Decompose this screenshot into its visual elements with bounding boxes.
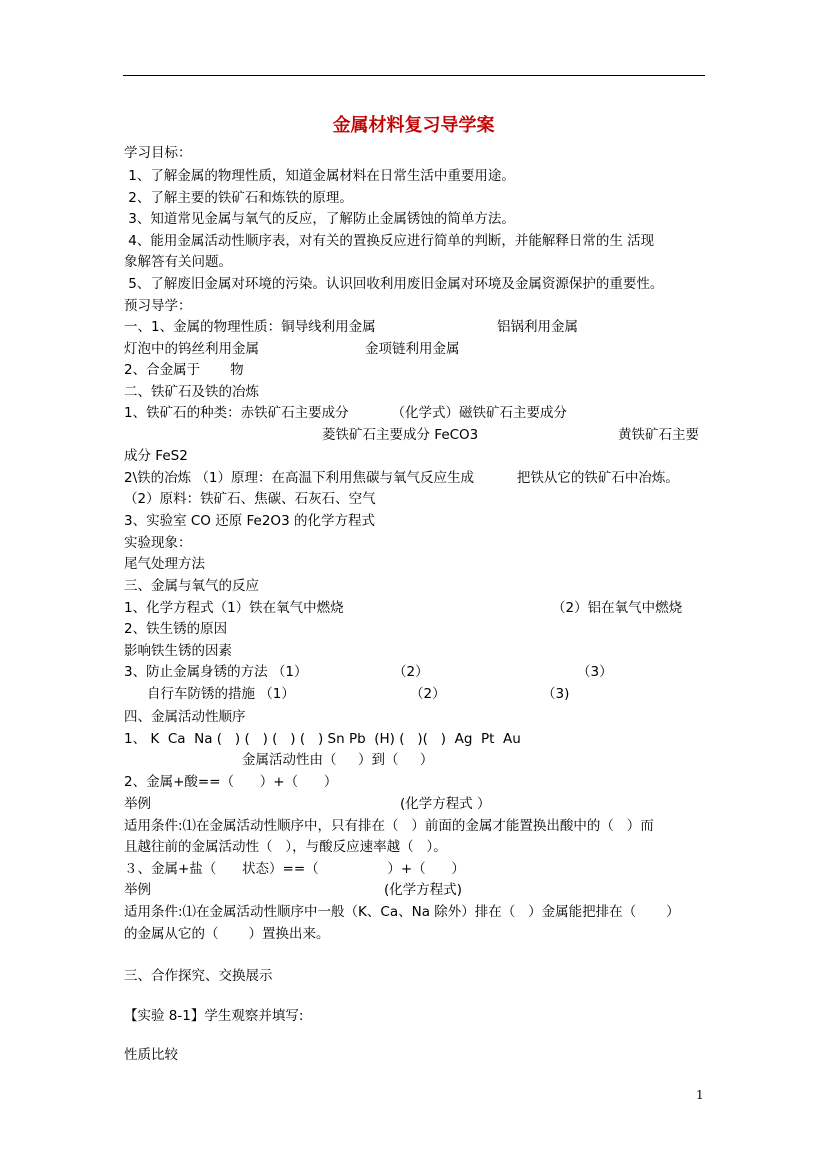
text-line: （3） bbox=[577, 664, 613, 680]
text-line: 2、金属+酸==（ ）+（ ） bbox=[124, 774, 338, 790]
text-line: 自行车防锈的措施 （1） bbox=[147, 686, 295, 702]
text-line: 且越往前的金属活动性（ ），与酸反应速率越（ ）。 bbox=[124, 839, 447, 855]
text-line: 3、防止金属身锈的方法 （1） bbox=[124, 664, 308, 680]
text-line: 二、铁矿石及铁的冶炼 bbox=[124, 384, 259, 400]
text-line: （3) bbox=[542, 686, 570, 702]
text-line: （2）铝在氧气中燃烧 bbox=[552, 600, 683, 616]
text-line: （2）原料：铁矿石、焦碳、石灰石、空气 bbox=[124, 491, 376, 507]
text-line: ３、金属+盐（ 状态）==（ ）+（ ） bbox=[124, 861, 465, 877]
text-line: 4、能用金属活动性顺序表，对有关的置换反应进行简单的判断，并能解释日常的生 活现 bbox=[124, 233, 655, 249]
text-line: 性质比较 bbox=[124, 1047, 178, 1063]
text-line: 举例 bbox=[124, 796, 151, 812]
text-line: 影响铁生锈的因素 bbox=[124, 643, 232, 659]
text-line: 2、合金属于 物 bbox=[124, 362, 244, 378]
text-line: 学习目标： bbox=[124, 145, 192, 161]
text-line: 三、合作探究、交换展示 bbox=[124, 968, 273, 984]
text-line: 1、 K Ca Na ( ) ( ) ( ) ( ) Sn Pb (H) ( )( ) Ag Pt Au bbox=[124, 731, 521, 747]
text-line: 菱铁矿石主要成分 FeCO3 bbox=[322, 427, 479, 443]
text-line: 适用条件:⑴在金属活动性顺序中，只有排在（ ）前面的金属才能置换出酸中的（ ）而 bbox=[124, 818, 654, 834]
text-line: 预习导学： bbox=[124, 298, 192, 314]
text-line: 铝锅利用金属 bbox=[497, 319, 578, 335]
text-line: 1、了解金属的物理性质，知道金属材料在日常生活中重要用途。 bbox=[124, 168, 515, 184]
text-line: 成分 FeS2 bbox=[124, 448, 188, 464]
text-line: 1、铁矿石的种类：赤铁矿石主要成分 （化学式）磁铁矿石主要成分 bbox=[124, 405, 568, 421]
text-line: 的金属从它的（ ）置换出来。 bbox=[124, 926, 330, 942]
text-line: 灯泡中的钨丝利用金属 bbox=[124, 341, 259, 357]
text-line: （2） bbox=[393, 664, 429, 680]
header-rule bbox=[123, 75, 705, 76]
page-title: 金属材料复习导学案 bbox=[332, 115, 495, 136]
text-line: 举例 bbox=[124, 882, 151, 898]
text-line: 1、化学方程式（1）铁在氧气中燃烧 bbox=[124, 600, 344, 616]
text-line: 2、铁生锈的原因 bbox=[124, 621, 228, 637]
text-line: 金项链利用金属 bbox=[365, 341, 460, 357]
text-line: 2\铁的冶炼 （1）原理：在高温下利用焦碳与氧气反应生成 把铁从它的铁矿石中冶炼。 bbox=[124, 470, 679, 486]
text-line: 适用条件:⑴在金属活动性顺序中一般（K、Ca、Na 除外）排在（ ）金属能把排在（ ） bbox=[124, 904, 680, 920]
page-number: 1 bbox=[696, 1088, 704, 1102]
text-line: (化学方程式) bbox=[384, 882, 463, 898]
text-line: 3、知道常见金属与氧气的反应，了解防止金属锈蚀的简单方法。 bbox=[124, 211, 515, 227]
text-line: (化学方程式 ） bbox=[400, 796, 491, 812]
text-line: 象解答有关问题。 bbox=[124, 254, 232, 270]
text-line: （2） bbox=[410, 686, 446, 702]
text-line: 四、金属活动性顺序 bbox=[124, 709, 246, 725]
text-line: 尾气处理方法 bbox=[124, 556, 205, 572]
text-line: 黄铁矿石主要 bbox=[618, 427, 699, 443]
text-line: 三、金属与氧气的反应 bbox=[124, 578, 259, 594]
text-line: 实验现象： bbox=[124, 535, 192, 551]
text-line: 3、实验室 CO 还原 Fe2O3 的化学方程式 bbox=[124, 513, 375, 529]
text-line: 5、了解废旧金属对环境的污染。认识回收利用废旧金属对环境及金属资源保护的重要性。 bbox=[124, 276, 664, 292]
text-line: 【实验 8-1】学生观察并填写: bbox=[124, 1008, 304, 1024]
text-line: 金属活动性由（ ）到（ ） bbox=[242, 752, 434, 768]
text-line: 一、1、金属的物理性质：铜导线利用金属 bbox=[124, 319, 376, 335]
text-line: 2、了解主要的铁矿石和炼铁的原理。 bbox=[124, 190, 353, 206]
